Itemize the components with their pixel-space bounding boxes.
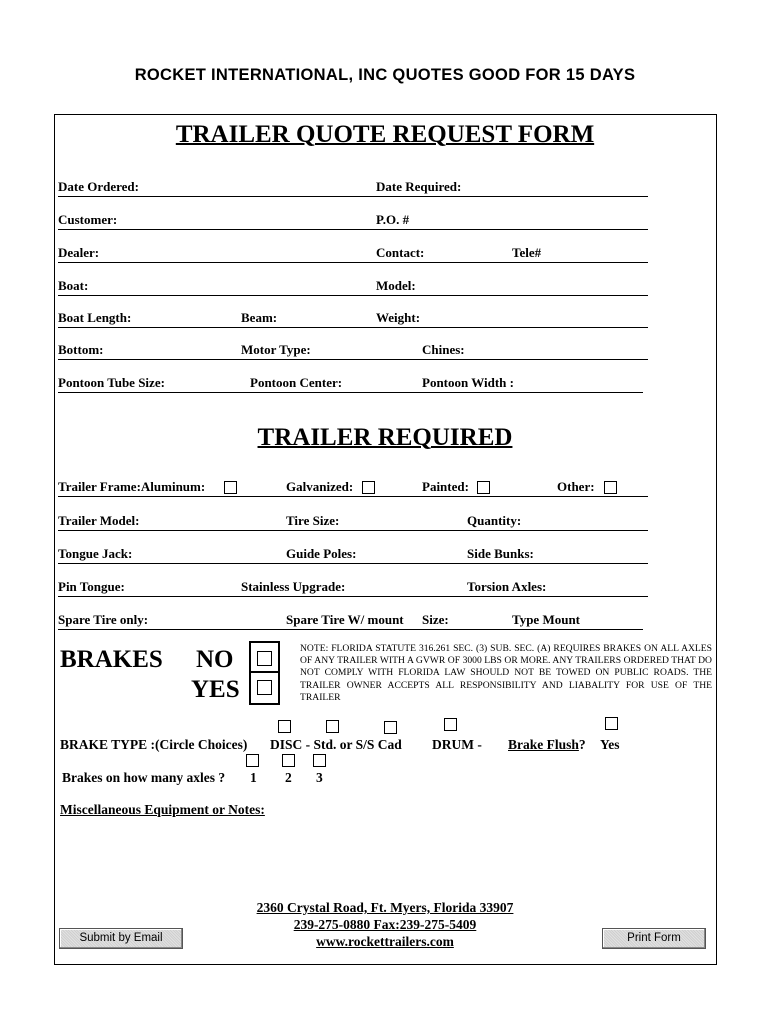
form-row[interactable] — [58, 245, 648, 263]
field-label: Tele# — [512, 245, 542, 260]
field-label: Spare Tire W/ mount — [286, 612, 404, 627]
form-row[interactable] — [58, 212, 648, 230]
phone-fax-line: 239-275-0880 Fax:239-275-5409 — [293, 917, 477, 932]
field-label: Beam: — [241, 310, 278, 325]
field-label: Customer: — [58, 212, 118, 227]
field-label: Type Mount — [512, 612, 581, 627]
field-label: Side Bunks: — [467, 546, 534, 561]
section-title-text: TRAILER REQUIRED — [257, 424, 513, 451]
other-label: Other: — [557, 479, 595, 494]
field-label: Weight: — [376, 310, 421, 325]
brake-type-label: BRAKE TYPE :(Circle Choices) — [60, 737, 248, 752]
form-row[interactable] — [58, 546, 648, 564]
title-text: TRAILER QUOTE REQUEST FORM — [175, 121, 595, 148]
form-row[interactable] — [58, 579, 648, 597]
field-label: Pontoon Center: — [250, 375, 343, 390]
axle-3-label: 3 — [316, 770, 323, 785]
painted-label: Painted: — [422, 479, 469, 494]
website-link[interactable]: www.rockettrailers.com — [316, 934, 454, 949]
field-label: Size: — [422, 612, 449, 627]
galvanized-label: Galvanized: — [286, 479, 354, 494]
florida-statute-note: NOTE: FLORIDA STATUTE 316.261 SEC. (3) SUB. SEC. (A) REQUIRES BRAKES ON ALL AXLES OF ANY TRAILER WITH A GVWR OF 3000 LBS OR MORE. ANY TRAILERS ORDERED THAT DO NOT COMPLY WITH FLORIDA LAW SHOULD NOT BE TOWED ON PUBLIC ROADS. THE TRAILER OWNER ACCEPTS ALL RESPONSIBILITY AND LIABALITY FOR USE OF THE TRAILER — [300, 643, 712, 703]
field-label: Motor Type: — [241, 342, 311, 357]
axle-1-label: 1 — [250, 770, 257, 785]
brake-flush-checkbox[interactable] — [605, 717, 618, 730]
std-checkbox[interactable] — [326, 720, 339, 733]
form-row[interactable] — [58, 375, 643, 393]
header-banner: ROCKET INTERNATIONAL, INC QUOTES GOOD FOR 15 DAYS — [134, 66, 636, 84]
field-label: Chines: — [422, 342, 465, 357]
field-label: Dealer: — [58, 245, 100, 260]
field-label: Trailer Model: — [58, 513, 140, 528]
axles-label: Brakes on how many axles ? — [62, 770, 226, 785]
field-label: Model: — [376, 278, 416, 293]
galvanized-checkbox[interactable] — [362, 481, 375, 494]
form-row[interactable] — [58, 179, 648, 197]
brakes-yes-checkbox[interactable] — [257, 680, 272, 695]
brakes-no-checkbox[interactable] — [257, 651, 272, 666]
disc-options: DISC - Std. or S/S Cad — [270, 737, 402, 752]
form-row[interactable] — [58, 278, 648, 296]
field-label: Quantity: — [467, 513, 522, 528]
brakes-no-label: NO — [196, 646, 234, 673]
field-label: Tire Size: — [286, 513, 340, 528]
aluminum-checkbox[interactable] — [224, 481, 237, 494]
address-line: 2360 Crystal Road, Ft. Myers, Florida 33907 — [256, 900, 514, 915]
field-label: Pin Tongue: — [58, 579, 125, 594]
field-label: Date Ordered: — [58, 179, 139, 194]
field-label: Bottom: — [58, 342, 104, 357]
misc-notes-label: Miscellaneous Equipment or Notes: — [60, 802, 265, 817]
form-row[interactable] — [58, 342, 648, 360]
print-form-button[interactable]: Print Form — [602, 928, 706, 949]
form-row[interactable] — [58, 513, 648, 531]
brakes-yes-label: YES — [191, 676, 240, 703]
field-label: Pontoon Width : — [422, 375, 514, 390]
painted-checkbox[interactable] — [477, 481, 490, 494]
field-label: Boat Length: — [58, 310, 132, 325]
form-row[interactable] — [58, 310, 648, 328]
field-label: Torsion Axles: — [467, 579, 547, 594]
ss-cad-checkbox[interactable] — [384, 721, 397, 734]
field-label: Spare Tire only: — [58, 612, 149, 627]
field-label: P.O. # — [376, 212, 410, 227]
field-label: Contact: — [376, 245, 425, 260]
field-label: Tongue Jack: — [58, 546, 133, 561]
form-title — [0, 121, 770, 149]
brakes-label: BRAKES — [60, 646, 163, 673]
drum-option: DRUM - — [432, 737, 482, 752]
section-title — [0, 424, 770, 452]
other-checkbox[interactable] — [604, 481, 617, 494]
axle-2-checkbox[interactable] — [282, 754, 295, 767]
brakes-choice-box — [249, 641, 280, 705]
field-label: Boat: — [58, 278, 89, 293]
axle-2-label: 2 — [285, 770, 292, 785]
drum-checkbox[interactable] — [444, 718, 457, 731]
brake-flush-label: Brake Flush — [508, 737, 579, 752]
submit-by-email-button[interactable]: Submit by Email — [59, 928, 183, 949]
axle-1-checkbox[interactable] — [246, 754, 259, 767]
field-label: Pontoon Tube Size: — [58, 375, 165, 390]
form-row[interactable] — [58, 612, 643, 630]
disc-checkbox[interactable] — [278, 720, 291, 733]
field-label: Date Required: — [376, 179, 462, 194]
brake-flush-yes: Yes — [600, 737, 620, 752]
brake-flush-q: ? — [578, 737, 586, 752]
field-label: Guide Poles: — [286, 546, 357, 561]
axle-3-checkbox[interactable] — [313, 754, 326, 767]
aluminum-label: Trailer Frame:Aluminum: — [58, 479, 206, 494]
misc-notes-field[interactable] — [58, 822, 708, 892]
field-label: Stainless Upgrade: — [241, 579, 346, 594]
trailer-frame-row — [58, 479, 648, 497]
